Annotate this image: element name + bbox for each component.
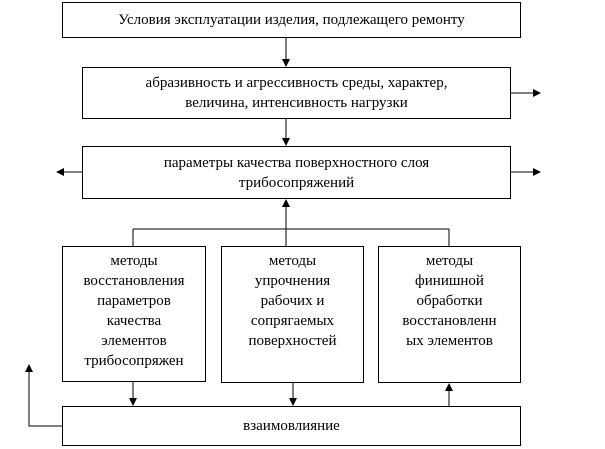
node-interaction bbox=[62, 406, 521, 446]
node-operating-conditions bbox=[62, 2, 521, 38]
node-operating-conditions-label: Условия эксплуатации изделия, подлежащего ремонту bbox=[118, 12, 465, 28]
node-restoration-methods-label: методы восстановления параметров качества элементов трибосопряжен bbox=[83, 253, 185, 369]
node-restoration-methods bbox=[62, 246, 206, 382]
node-surface-quality bbox=[82, 146, 511, 199]
node-hardening-methods-label: методы упрочнения рабочих и сопрягаемых поверхностей bbox=[248, 253, 337, 349]
node-abrasivity-load bbox=[82, 67, 511, 119]
node-finishing-methods bbox=[378, 246, 521, 383]
node-abrasivity-load-label: абразивность и агрессивность среды, характер, величина, интенсивность нагрузки bbox=[145, 75, 448, 111]
node-finishing-methods-label: методы финишной обработки восстановленн ых элементов bbox=[402, 253, 497, 349]
node-interaction-label: взаимовлияние bbox=[243, 418, 340, 434]
node-hardening-methods bbox=[221, 246, 364, 383]
node-surface-quality-label: параметры качества поверхностного слоя трибосопряжений bbox=[163, 154, 430, 191]
